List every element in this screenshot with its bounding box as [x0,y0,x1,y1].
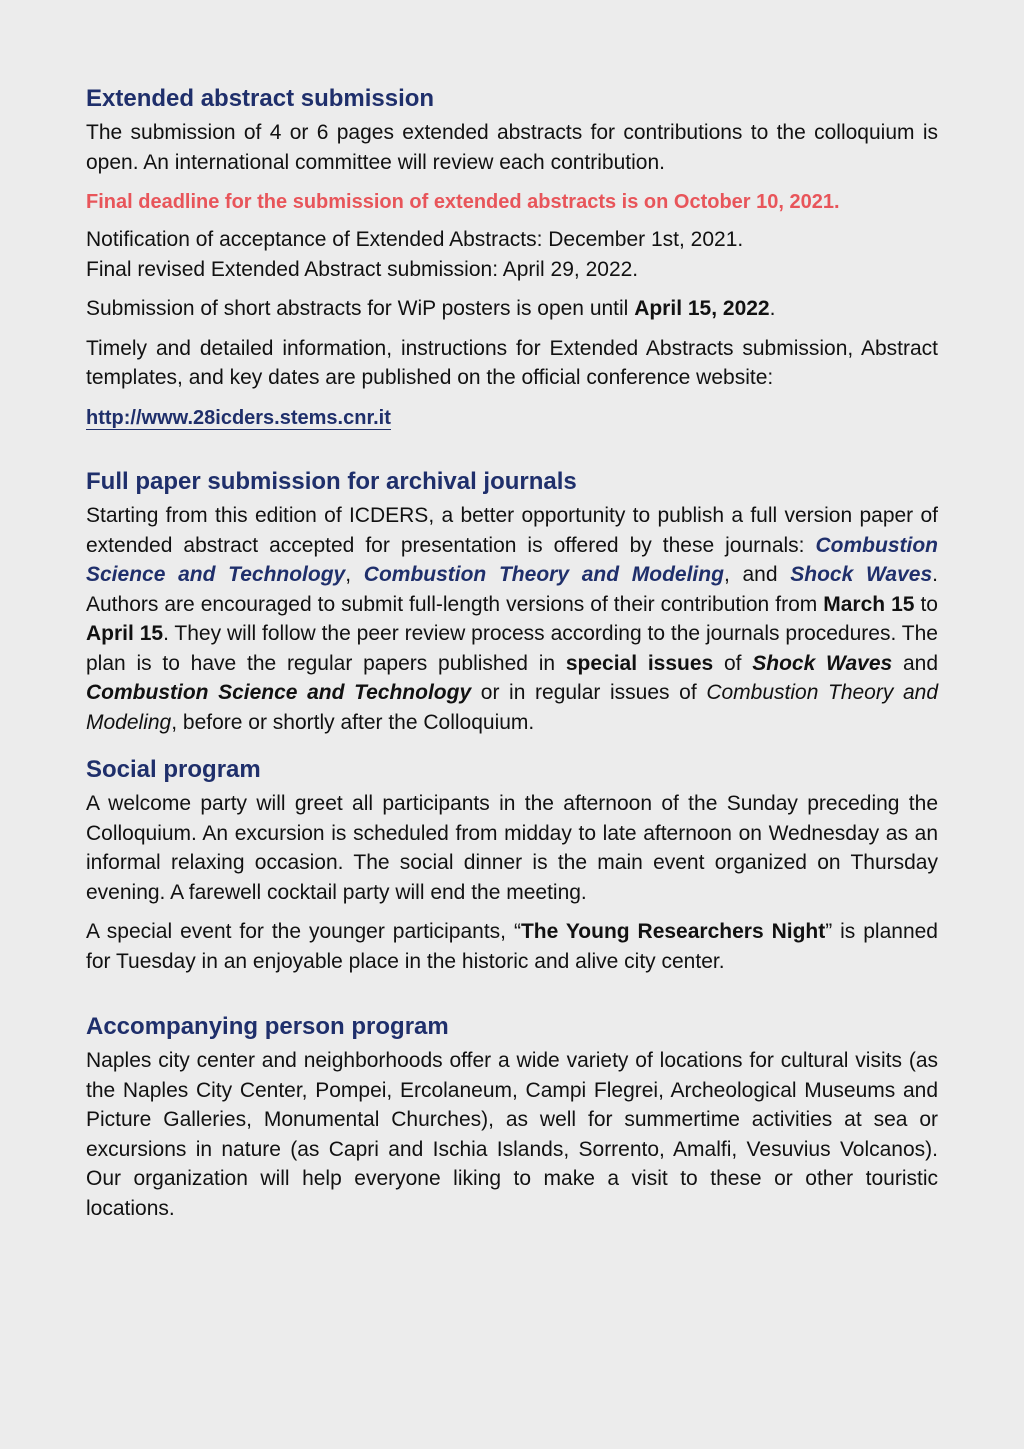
wip-prefix: Submission of short abstracts for WiP posters is open until [86,297,635,320]
spacer [86,433,938,467]
young-researchers-prefix: A special event for the younger participants, “ [86,920,521,943]
wip-posters-text [86,294,938,324]
start-date: March 15 [823,592,915,616]
spacer [86,747,938,755]
end-date: April 15 [86,622,164,645]
journal-ctm: Combustion Theory and Modeling [363,563,724,586]
notification-date: Notification of acceptance of Extended Abstracts: December 1st, 2021. [86,228,744,251]
full-paper-text-part: , before or shortly after the Colloquium. [171,710,535,734]
section-extended-abstract [86,84,938,433]
full-paper-text [86,501,938,737]
full-paper-text-part: and [892,651,939,675]
conference-website-link[interactable]: http://www.28icders.stems.cnr.it [86,406,391,429]
full-paper-text-part: . They will follow the peer review process according to the journals procedures. The plan is to have the regular papers published in [86,622,938,675]
final-deadline-notice: Final deadline for the submission of extended abstracts is on October 10, 2021. [86,191,840,213]
website-info: Timely and detailed information, instructions for Extended Abstracts submission, Abstract templates, and key dates are published on the official conference website: [86,336,938,389]
full-paper-text-part: , [345,563,364,586]
full-paper-text-part: . Authors are encouraged to submit full-length versions of their contribution from [86,563,938,616]
young-researchers-text [86,917,938,976]
spacer [86,986,938,1012]
ctm-emph: Combustion Theory and Modeling [86,681,939,734]
accompanying-program-text: Naples city center and neighborhoods offer a wide variety of locations for cultural visits (as the Naples City Center, Pompei, Ercolaneum, Campi Flegrei, Archeological Museums and Picture Galleries, Monumental Churches), as well for summertime activities at sea or excursions in nature (as Capri and Ischia Islands, Sorrento, Amalfi, Vesuvius Volcanos). Our organization will help everyone liking to make a visit to these or other touristic locations. [86,1049,938,1220]
social-program-text: A welcome party will greet all participants in the afternoon of the Sunday preceding the Colloquium. An excursion is scheduled from midday to late afternoon on Wednesday as an informal relaxing occasion. The social dinner is the main event organized on Thursday evening. A farewell cocktail party will end the meeting. [86,792,938,904]
special-issues: special issues [565,651,714,675]
section-full-paper [86,467,938,737]
section-social-program [86,755,938,976]
shock-waves-emph: Shock Waves [752,651,893,675]
extended-abstract-heading: Extended abstract submission [86,85,435,112]
full-paper-text-part: of [713,651,753,675]
full-paper-text-part: , and [723,563,791,586]
wip-date: April 15, 2022 [634,297,770,320]
extended-abstract-intro: The submission of 4 or 6 pages extended abstracts for contributions to the colloquium is open. An international committee will review each contribution. [86,121,938,174]
full-paper-text-part: Starting from this edition of ICDERS, a better opportunity to publish a full version paper of extended abstract accepted for presentation is offered by these journals: [86,504,938,557]
journal-cst: Combustion Science and Technology [86,533,938,586]
section-accompanying-program [86,1012,938,1223]
journal-shock-waves: Shock Waves [790,563,933,586]
acceptance-dates [86,225,938,284]
full-paper-text-part: to [914,592,938,616]
website-link-row [86,403,938,434]
accompanying-program-heading: Accompanying person program [86,1013,449,1040]
young-researchers-suffix: ” is planned for Tuesday in an enjoyable place in the historic and alive city center. [86,920,938,973]
final-revised-date: Final revised Extended Abstract submission: April 29, 2022. [86,257,639,281]
wip-suffix: . [769,297,776,320]
cst-emph: Combustion Science and Technology [86,681,472,704]
young-researchers-event: The Young Researchers Night [520,920,826,943]
full-paper-heading: Full paper submission for archival journals [86,468,577,495]
full-paper-text-part: or in regular issues of [471,681,707,704]
social-program-heading: Social program [86,756,261,783]
